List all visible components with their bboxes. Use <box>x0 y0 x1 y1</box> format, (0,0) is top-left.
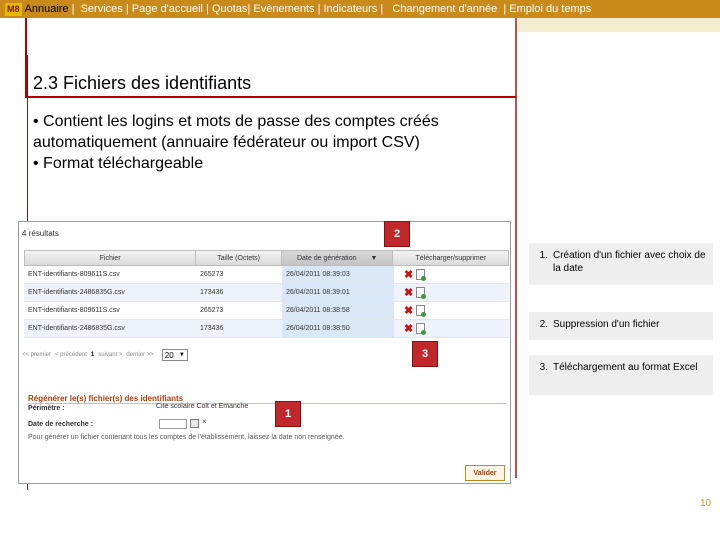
slide-title: 2.3 Fichiers des identifiants <box>33 73 252 93</box>
clear-date-icon[interactable]: × <box>202 417 207 426</box>
nav-separator: | <box>202 3 212 15</box>
legend-text: Création d'un fichier avec choix de la date <box>553 250 706 274</box>
cell-date: 26/04/2011 08:39:01 <box>282 284 394 301</box>
table-header <box>24 250 509 266</box>
cell-actions <box>394 302 509 319</box>
result-count: 4 résultats <box>22 229 59 238</box>
legend-number: 3. <box>539 362 548 373</box>
cell-size: 173436 <box>200 325 224 332</box>
pager-first[interactable]: << premier <box>22 352 52 358</box>
section-divider <box>28 403 506 404</box>
perimetre-label: Périmètre : <box>28 405 65 412</box>
cell-file: ENT-identifiants-2486835G.csv <box>28 289 125 296</box>
delete-icon[interactable]: ✖ <box>404 269 414 281</box>
table-row <box>24 284 509 302</box>
nav-item-annuaire[interactable]: Annuaire <box>24 3 69 15</box>
pager-next[interactable]: suivant > <box>98 352 123 358</box>
nav-item-services[interactable]: Services <box>80 3 123 15</box>
delete-icon[interactable]: ✖ <box>404 305 414 317</box>
nav-item-evenements[interactable]: Evènements <box>253 3 315 15</box>
cell-actions <box>394 284 509 301</box>
page-size-value: 20 <box>164 350 174 360</box>
nav-item-changement-annee[interactable]: Changement d'année <box>392 3 498 15</box>
nav-separator: | <box>377 3 393 15</box>
pager-previous[interactable]: < précédent <box>55 352 87 358</box>
legend-text: Suppression d'un fichier <box>553 319 660 330</box>
callout-marker-1: 1 <box>275 401 301 427</box>
cell-actions <box>394 266 509 283</box>
column-header-date-label: Date de génération <box>296 254 357 262</box>
cell-size: 173436 <box>200 289 224 296</box>
table-row <box>24 266 509 284</box>
cell-size: 265273 <box>200 307 224 314</box>
table-row <box>24 320 509 338</box>
legend-item <box>529 243 713 285</box>
cell-actions <box>394 320 509 337</box>
cell-size: 265273 <box>200 271 224 278</box>
perimetre-value: Cite scolaire Colt et Emanche <box>156 403 249 410</box>
bullet-item: • Format téléchargeable <box>33 155 204 172</box>
column-header-taille[interactable]: Taille (Octets) <box>196 251 282 265</box>
nav-separator: | <box>68 3 81 15</box>
callout-marker-2: 2 <box>384 221 410 247</box>
nav-separator: | <box>497 3 510 15</box>
help-text: Pour générer un fichier contenant tous les comptes de l'établissement, laissez la date non renseignée. <box>28 434 345 441</box>
bullet-list <box>33 111 513 174</box>
cell-date: 26/04/2011 08:38:50 <box>282 320 394 337</box>
column-header-date[interactable] <box>282 251 394 265</box>
nav-item-emploi-du-temps[interactable]: Emploi du temps <box>509 3 592 15</box>
cell-file: ENT-identifiants-809611S.csv <box>28 271 120 278</box>
nav-item-indicateurs[interactable]: Indicateurs <box>323 3 378 15</box>
legend-item <box>529 355 713 395</box>
chevron-down-icon: ▼ <box>178 352 185 358</box>
nav-item-quotas[interactable]: Quotas <box>211 3 248 15</box>
delete-icon[interactable]: ✖ <box>404 287 414 299</box>
nav-separator: | <box>247 3 254 15</box>
column-header-telecharger: Télécharger/supprimer <box>415 254 486 262</box>
legend-number: 1. <box>539 250 548 261</box>
valider-button[interactable]: Valider <box>465 465 505 481</box>
legend-text: Téléchargement au format Excel <box>553 362 698 373</box>
cell-file: ENT-identifiants-2486835G.csv <box>28 325 125 332</box>
bullet-item: • Contient les logins et mots de passe des comptes créés automatiquement (annuaire fédérateur ou import CSV) <box>33 113 439 151</box>
table-row <box>24 302 509 320</box>
date-label: Date de recherche : <box>28 421 93 428</box>
page-size-select[interactable] <box>162 349 188 361</box>
delete-icon[interactable]: ✖ <box>404 323 414 335</box>
nav-item-page-accueil[interactable]: Page d'accueil <box>131 3 203 15</box>
cell-date: 26/04/2011 08:38:58 <box>282 302 394 319</box>
download-file-icon[interactable] <box>416 323 425 334</box>
download-file-icon[interactable] <box>416 287 425 298</box>
top-navigation-bar <box>0 0 720 18</box>
header-strip <box>517 18 720 32</box>
download-file-icon[interactable] <box>416 269 425 280</box>
pager-current: 1 <box>90 352 95 358</box>
cell-date: 26/04/2011 08:39:03 <box>282 266 394 283</box>
app-logo: M8 <box>7 3 20 14</box>
callout-marker-3: 3 <box>412 341 438 367</box>
date-field[interactable] <box>159 419 187 429</box>
nav-separator: | <box>122 3 132 15</box>
legend-number: 2. <box>539 319 548 330</box>
sort-down-icon: ▼ <box>370 254 378 262</box>
regen-section-title: Régénérer le(s) fichier(s) des identifiants <box>28 394 184 403</box>
calendar-icon[interactable] <box>190 419 199 428</box>
nav-separator: | <box>314 3 324 15</box>
pager-last[interactable]: dernier >> <box>126 352 154 358</box>
page-number: 10 <box>700 498 712 509</box>
download-file-icon[interactable] <box>416 305 425 316</box>
pagination <box>22 349 188 361</box>
legend-item <box>529 312 713 340</box>
column-header-fichier[interactable]: Fichier <box>25 251 196 265</box>
cell-file: ENT-identifiants-809611S.csv <box>28 307 120 314</box>
